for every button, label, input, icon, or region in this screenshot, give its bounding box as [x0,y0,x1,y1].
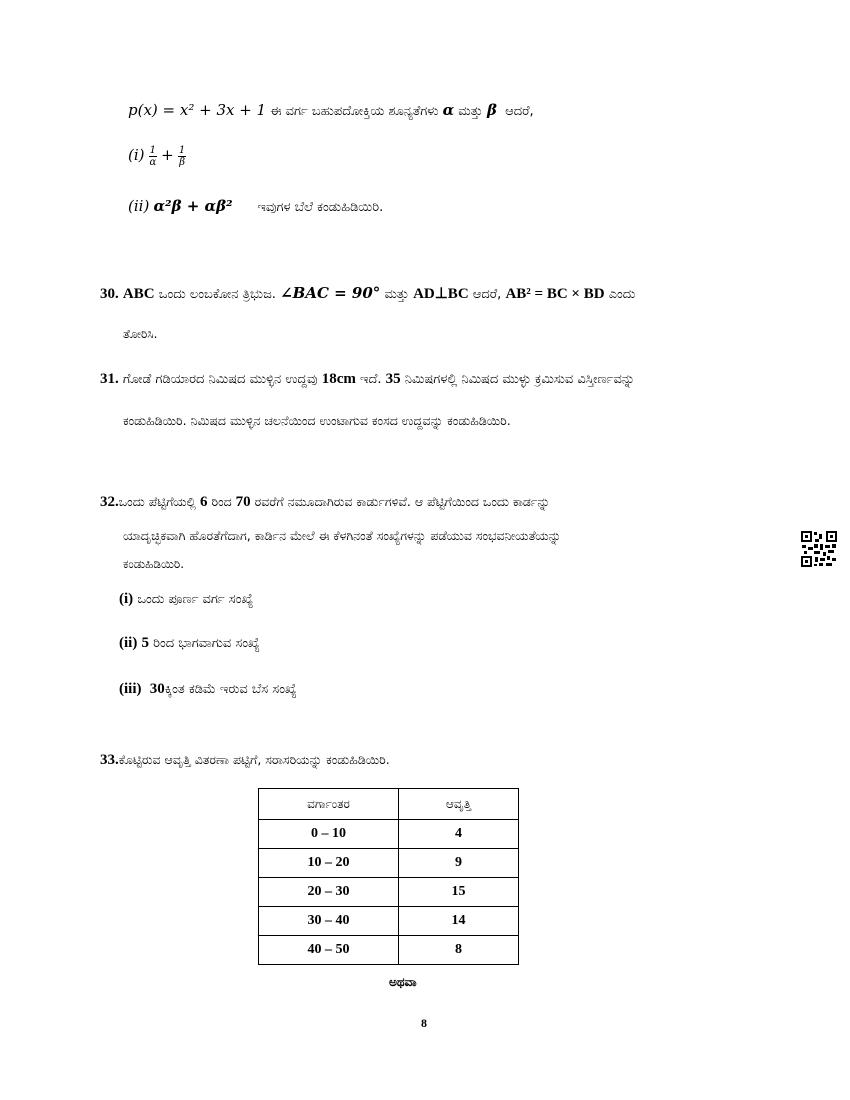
table-row [259,820,519,849]
q30-number: 30. [100,286,119,302]
q29-i-label: (i) [128,146,145,164]
q29-i-den1: α [149,157,157,168]
q30-line2: ತೋರಿಸಿ. [123,327,158,341]
q29-i-plus: + [161,146,174,164]
q29-i-frac1 [149,145,157,168]
q32-iii-text: ಕ್ಕಿಂತ ಕಡಿಮೆ ಇರುವ ಬೆಸ ಸಂಖ್ಯೆ [164,682,297,697]
q29-polynomial: p(x) = x² + 3x + 1 [128,101,267,119]
q32-iii-label: (iii) [119,681,142,697]
q29-beta: β [486,101,497,119]
table-cell-class: 40 – 50 [259,936,399,965]
q33-text: ಕೊಟ್ಟಿರುವ ಆವೃತ್ತಿ ವಿತರಣಾ ಪಟ್ಟಿಗೆ, ಸರಾಸರಿಯನ್ನು ಕಂಡುಹಿಡಿಯಿರಿ. [118,752,390,767]
table-cell-frequency: 9 [399,849,519,878]
table-header-class: ವರ್ಗಾಂತರ [259,789,399,820]
table-cell-class: 0 – 10 [259,820,399,849]
q32-line1 [100,494,550,511]
q32-text1: ಒಂದು ಪೆಟ್ಟಿಗೆಯಲ್ಲಿ [118,494,196,509]
table-cell-frequency: 8 [399,936,519,965]
table-cell-frequency: 4 [399,820,519,849]
q32-ii-text: ರಿಂದ ಭಾಗವಾಗುವ ಸಂಖ್ಯೆ [153,636,260,651]
q29-line1 [128,101,534,119]
table-row [259,907,519,936]
q32-text3: ರವರೆಗೆ ನಮೂದಾಗಿರುವ ಕಾರ್ಡುಗಳಿವೆ. ಆ ಪೆಟ್ಟಿಗೆಯಿಂದ ಒಂದು ಕಾರ್ಡನ್ನು [254,494,550,509]
q32-iii-num: 30 [149,681,165,697]
q32-part-ii [119,635,260,652]
q32-part-iii [119,681,297,698]
table-row [259,878,519,907]
q32-part-i [119,591,253,608]
table-row [259,936,519,965]
q32-ii-label: (ii) [119,635,138,651]
q30-angle: ∠BAC = 90° [280,284,381,302]
q31-line1 [100,371,635,388]
q29-text1: ಈ ವರ್ಗ ಬಹುಪದೋಕ್ತಿಯ ಶೂನ್ಯತೆಗಳು [270,104,439,119]
q32-to: 70 [235,494,251,510]
table-cell-class: 10 – 20 [259,849,399,878]
frequency-table [258,788,519,965]
q30-perp: AD⊥BC [413,286,469,302]
q32-i-text: ಒಂದು ಪೂರ್ಣ ವರ್ಗ ಸಂಖ್ಯೆ [137,592,254,607]
q32-from: 6 [199,494,208,510]
q30-abc: ABC [122,286,155,302]
table-cell-frequency: 14 [399,907,519,936]
q30-line1 [100,284,635,303]
q30-and: ಮತ್ತು [384,287,409,302]
q29-part-ii [128,197,383,215]
q29-i-frac2 [178,145,186,168]
q31-text2: ಇದೆ. [360,372,382,387]
q29-ii-text: ಇವುಗಳ ಬೆಲೆ ಕಂಡುಹಿಡಿಯಿರಿ. [257,200,384,215]
table-cell-class: 20 – 30 [259,878,399,907]
q29-i-den2: β [179,157,185,168]
table-cell-frequency: 15 [399,878,519,907]
page-number: 8 [421,1016,427,1030]
q29-part-i [128,145,186,168]
q32-i-label: (i) [119,591,134,607]
q31-minutes: 35 [385,371,401,387]
q31-text1: ಗೋಡೆ ಗಡಿಯಾರದ ನಿಮಿಷದ ಮುಳ್ಳಿನ ಉದ್ದವು [122,372,318,387]
q31-length: 18cm [321,371,356,387]
q32-line2: ಯಾದೃಚ್ಛಿಕವಾಗಿ ಹೊರತೆಗೆದಾಗ, ಕಾರ್ಡಿನ ಮೇಲೆ ಈ ಕೆಳಗಿನಂತೆ ಸಂಖ್ಯೆಗಳನ್ನು ಪಡೆಯುವ ಸಂಭವನೀಯತೆಯನ್ನು [123,528,562,543]
q30-text3: ಎಂದು [608,287,636,302]
q30-text2: ಆದರೆ, [472,287,502,302]
q29-i-num1: 1 [149,145,157,156]
q32-ii-num: 5 [141,635,149,651]
q32-text2: ರಿಂದ [211,494,232,509]
q29-ii-expr: α²β + αβ² [153,197,233,215]
table-row [259,849,519,878]
q29-ii-label: (ii) [128,197,150,215]
q33-number: 33. [100,752,119,768]
q29-and: ಮತ್ತು [458,104,483,119]
q31-number: 31. [100,371,119,387]
table-cell-class: 30 – 40 [259,907,399,936]
q29-alpha: α [442,101,455,119]
or-separator: ಅಥವಾ [389,975,417,989]
q32-line3: ಕಂಡುಹಿಡಿಯಿರಿ. [123,557,185,571]
q31-text3: ನಿಮಿಷಗಳಲ್ಲಿ ನಿಮಿಷದ ಮುಳ್ಳು ಕ್ರಮಿಸುವ ವಿಸ್ತೀರ್ಣವನ್ನು [404,372,635,387]
q32-number: 32. [100,494,119,510]
q30-text1: ಒಂದು ಲಂಬಕೋನ ತ್ರಿಭುಜ. [158,287,276,302]
q30-eq: AB² = BC × BD [505,286,605,302]
table-header-row [259,789,519,820]
q33-line1 [100,752,390,769]
q31-line2: ಕಂಡುಹಿಡಿಯಿರಿ. ನಿಮಿಷದ ಮುಳ್ಳಿನ ಚಲನೆಯಿಂದ ಉಂಟಾಗುವ ಕಂಸದ ಉದ್ದವನ್ನು ಕಂಡುಹಿಡಿಯಿರಿ. [123,413,511,428]
q29-text2: ಆದರೆ, [505,104,534,119]
q29-i-num2: 1 [178,145,186,156]
table-header-frequency: ಆವೃತ್ತಿ [399,789,519,820]
qr-code-icon [800,530,838,568]
